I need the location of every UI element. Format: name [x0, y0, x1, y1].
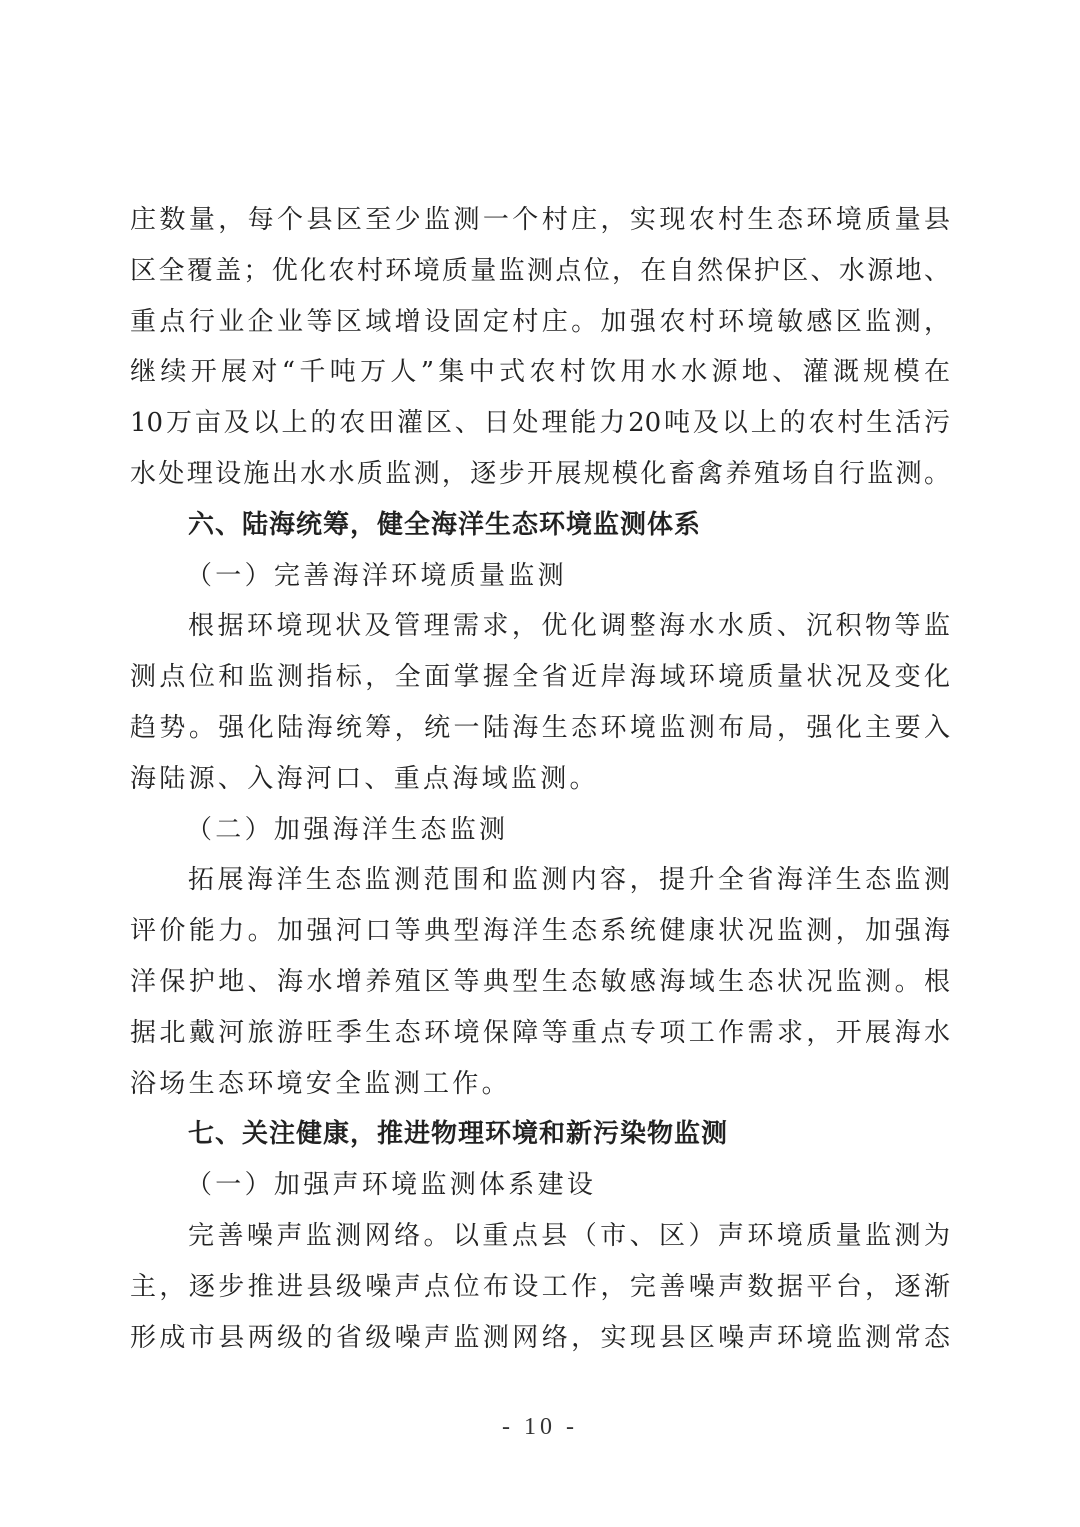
text-line: 庄数量，每个县区至少监测一个村庄，实现农村生态环境质量县 [130, 205, 950, 235]
text-line: 主，逐步推进县级噪声点位布设工作，完善噪声数据平台，逐渐 [130, 1271, 950, 1302]
text-line: 形成市县两级的省级噪声监测网络，实现县区噪声环境监测常态 [130, 1322, 950, 1353]
text-line: 根据环境现状及管理需求，优化调整海水水质、沉积物等监 [188, 611, 950, 642]
text-line: 完善噪声监测网络。以重点县（市、区）声环境质量监测为 [188, 1221, 950, 1251]
section-heading: 六、陆海统筹，健全海洋生态环境监测体系 [188, 509, 702, 540]
text-line: 测点位和监测指标，全面掌握全省近岸海域环境质量状况及变化 [130, 662, 950, 693]
text-line: 区全覆盖；优化农村环境质量监测点位，在自然保护区、水源地、 [130, 255, 950, 286]
text-line: 海陆源、入海河口、重点海域监测。 [130, 763, 599, 794]
subsection-heading: （二）加强海洋生态监测 [186, 814, 509, 845]
text-line: 水处理设施出水水质监测，逐步开展规模化畜禽养殖场自行监测。 [130, 459, 950, 489]
subsection-heading: （一）加强声环境监测体系建设 [186, 1170, 597, 1201]
text-line: 评价能力。加强河口等典型海洋生态系统健康状况监测，加强海 [130, 916, 950, 947]
text-line: 继续开展对“千吨万人”集中式农村饮用水水源地、灌溉规模在 [130, 357, 950, 388]
text-line: 洋保护地、海水增养殖区等典型生态敏感海域生态状况监测。根 [130, 967, 950, 997]
page-number: - 10 - [502, 1414, 578, 1440]
text-line: 趋势。强化陆海统筹，统一陆海生态环境监测布局，强化主要入 [130, 713, 950, 743]
section-heading: 七、关注健康，推进物理环境和新污染物监测 [188, 1119, 729, 1150]
text-line: 拓展海洋生态监测范围和监测内容，提升全省海洋生态监测 [188, 865, 950, 896]
text-line: 重点行业企业等区域增设固定村庄。加强农村环境敏感区监测， [130, 306, 950, 337]
subsection-heading: （一）完善海洋环境质量监测 [186, 560, 567, 591]
text-line: 10万亩及以上的农田灌区、日处理能力20吨及以上的农村生活污 [130, 408, 950, 439]
text-line: 浴场生态环境安全监测工作。 [130, 1068, 511, 1099]
text-line: 据北戴河旅游旺季生态环境保障等重点专项工作需求，开展海水 [130, 1017, 950, 1048]
